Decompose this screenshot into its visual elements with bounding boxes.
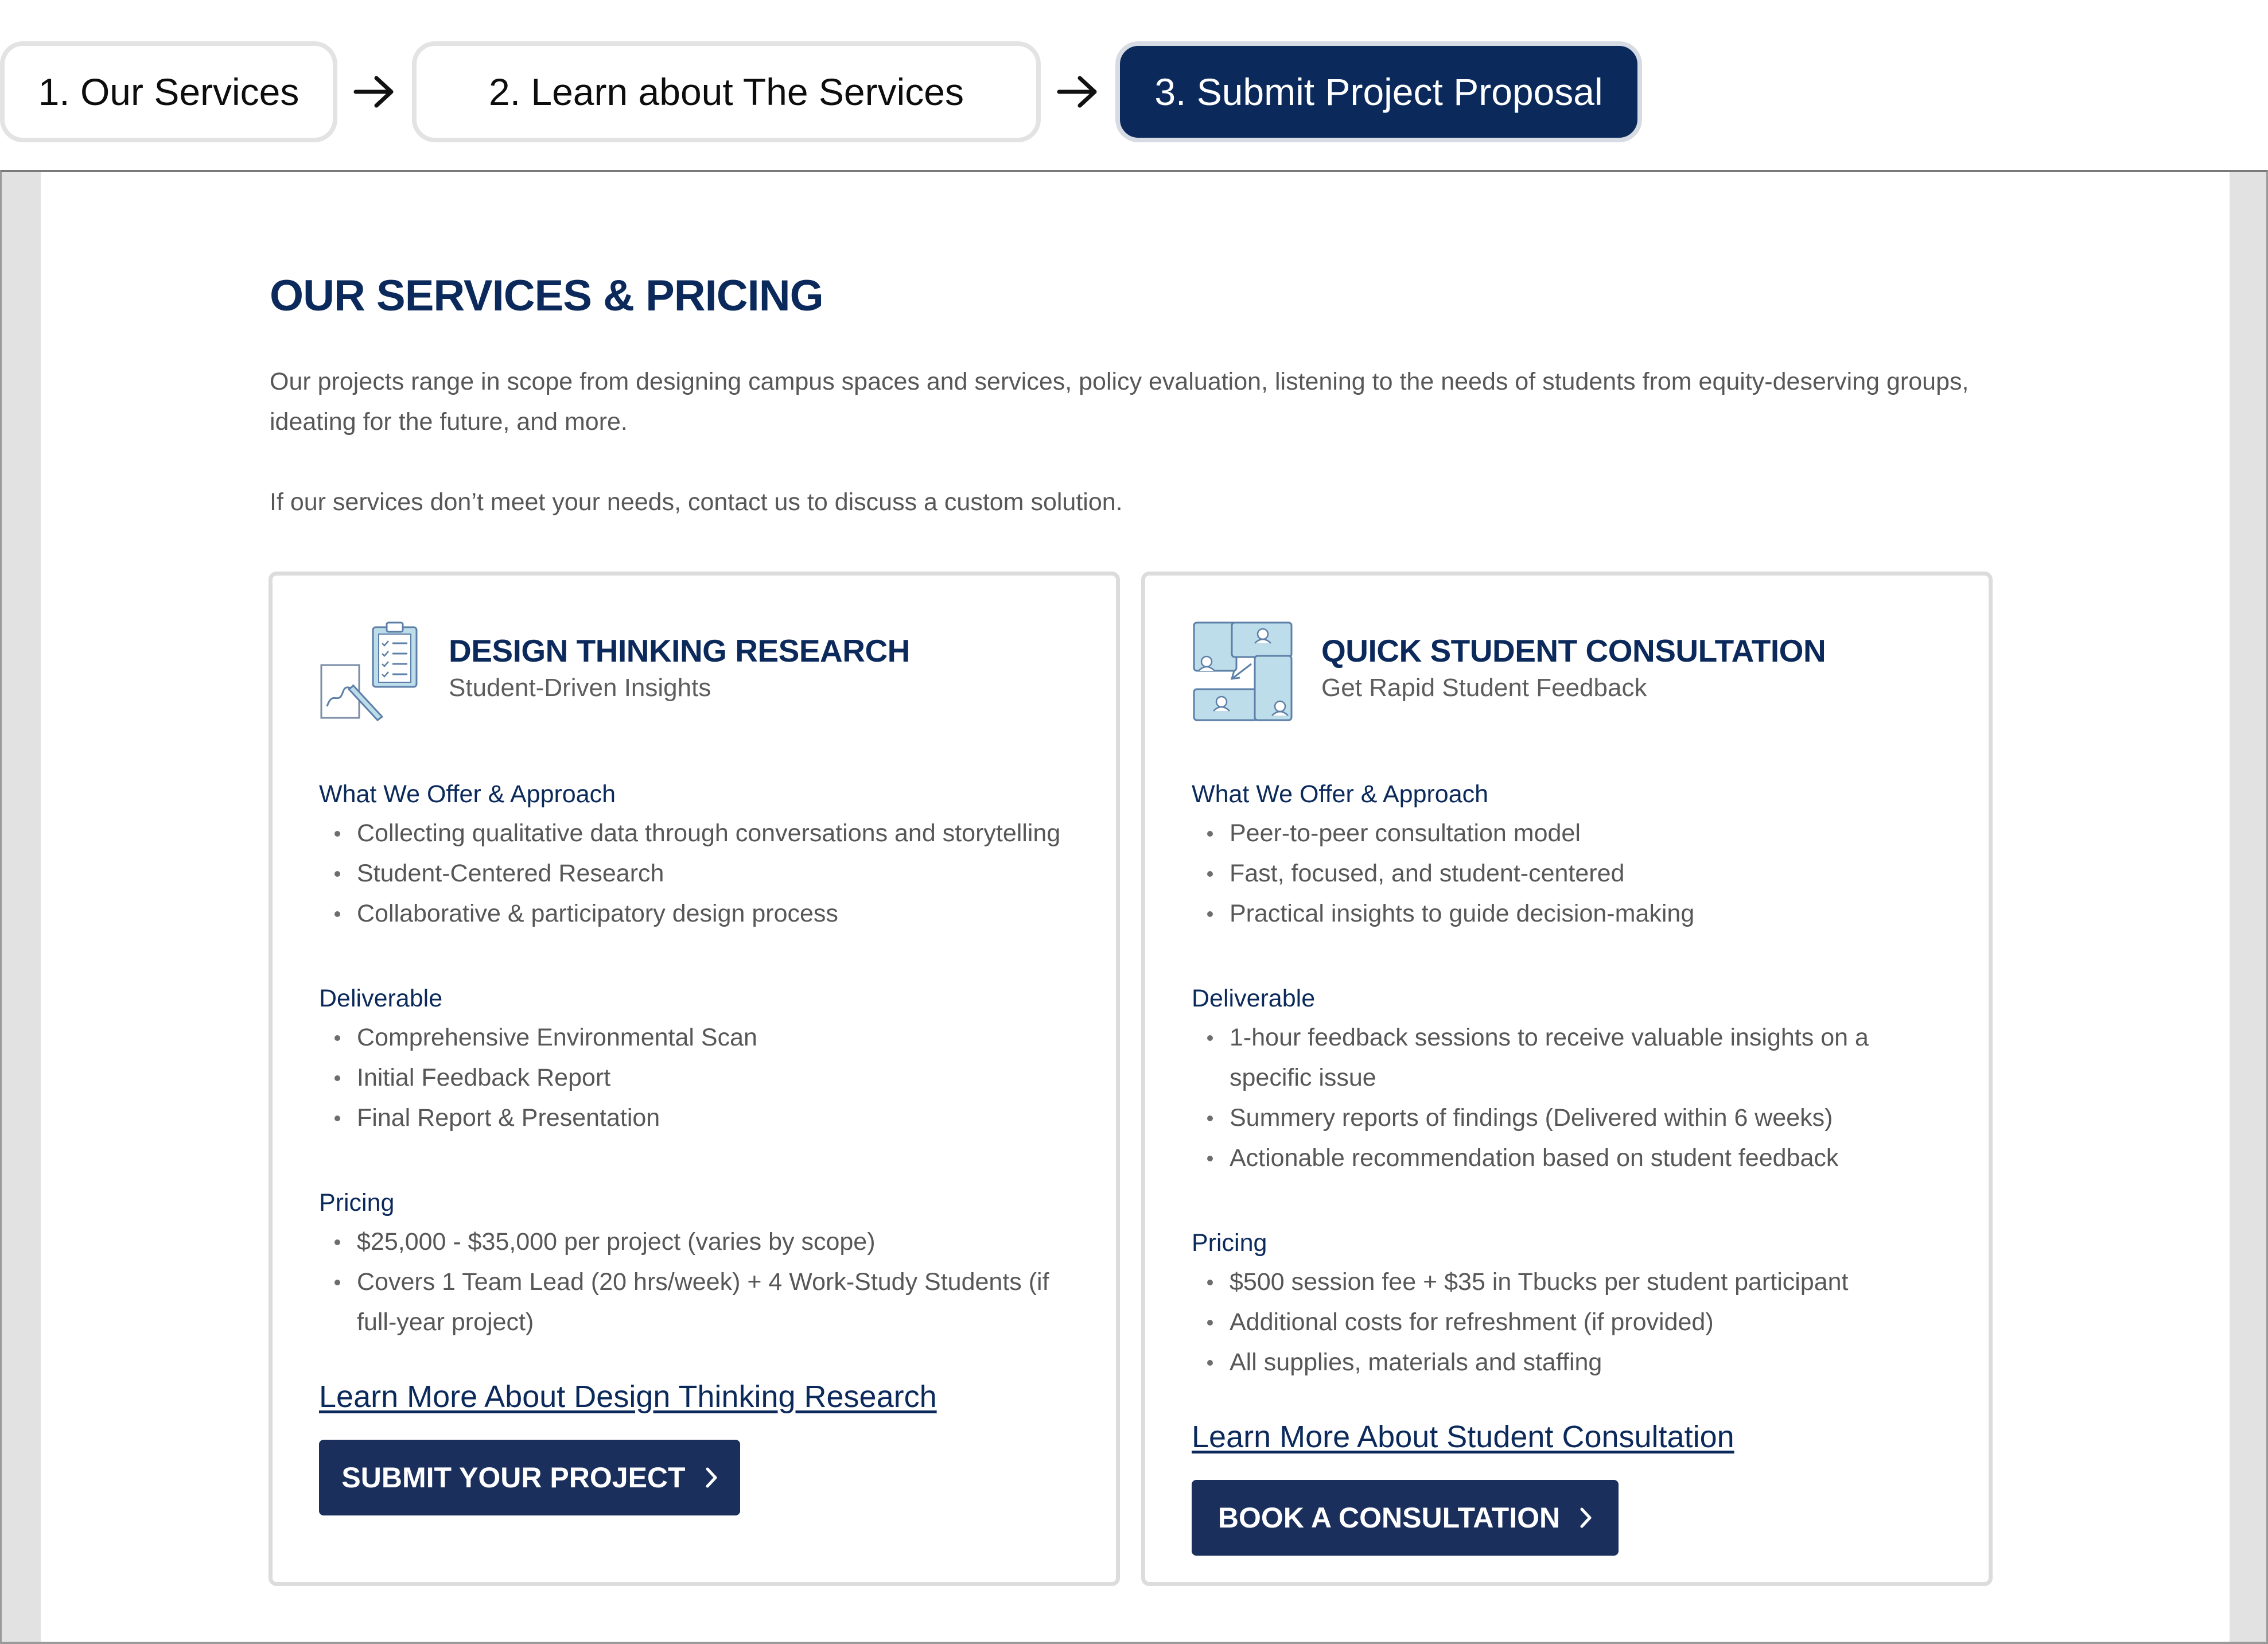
list-item: Actionable recommendation based on student feedback [1192,1138,1954,1178]
section-heading: What We Offer & Approach [319,780,616,808]
step-label: 1. Our Services [38,71,299,113]
clipboard-chart-icon [319,620,421,722]
step-label: 3. Submit Project Proposal [1154,71,1603,113]
list-item: $500 session fee + $35 in Tbucks per student participant [1192,1262,1954,1302]
learn-more-student-consultation-link[interactable]: Learn More About Student Consultation [1192,1420,1734,1454]
pricing-section [319,1184,1082,1342]
list-item: Collecting qualitative data through conversations and storytelling [319,813,1082,853]
book-a-consultation-button[interactable] [1192,1480,1619,1556]
list-item: 1-hour feedback sessions to receive valuable insights on a specific issue [1192,1017,1954,1098]
list-item: Final Report & Presentation [319,1098,1082,1138]
intro-paragraph: If our services don’t meet your needs, contact us to discuss a custom solution. [270,488,1123,516]
list-item: $25,000 - $35,000 per project (varies by scope) [319,1222,1082,1262]
list-item: Student-Centered Research [319,853,1082,893]
card-title: DESIGN THINKING RESEARCH [449,633,910,669]
submit-your-project-button[interactable] [319,1440,740,1515]
progress-stepper [0,40,1642,143]
step-learn-about-services[interactable] [412,41,1041,142]
chevron-right-icon [1580,1507,1592,1529]
offer-section [1192,775,1954,934]
section-heading: What We Offer & Approach [1192,780,1489,808]
card-subtitle: Student-Driven Insights [449,674,711,702]
list-item: Additional costs for refreshment (if provided) [1192,1302,1954,1342]
pricing-section [1192,1224,1954,1382]
step-submit-project-proposal[interactable] [1115,41,1642,142]
intro-paragraph: Our projects range in scope from designing campus spaces and services, policy evaluation, listening to the needs of students from equity-deserving groups, ideating for the future, and more. [270,368,1969,436]
service-card-design-thinking [269,572,1120,1586]
list-item: All supplies, materials and staffing [1192,1342,1954,1382]
offer-section [319,775,1082,934]
list-item: Covers 1 Team Lead (20 hrs/week) + 4 Work-Study Students (if full-year project) [319,1262,1082,1342]
card-subtitle: Get Rapid Student Feedback [1321,674,1647,702]
step-our-services[interactable] [0,41,337,142]
card-title: QUICK STUDENT CONSULTATION [1321,633,1826,669]
list-item: Collaborative & participatory design process [319,893,1082,934]
list-item: Initial Feedback Report [319,1058,1082,1098]
list-item: Peer-to-peer consultation model [1192,813,1954,853]
step-label: 2. Learn about The Services [489,71,964,113]
section-heading: Pricing [319,1189,395,1217]
page-title: OUR SERVICES & PRICING [270,271,823,320]
chevron-right-icon [705,1467,718,1488]
section-heading: Deliverable [1192,985,1316,1012]
button-label: SUBMIT YOUR PROJECT [341,1462,686,1494]
list-item: Summery reports of findings (Delivered within 6 weeks) [1192,1098,1954,1138]
section-heading: Deliverable [319,985,443,1012]
service-card-student-consultation [1141,572,1993,1586]
page-frame [0,170,2268,1644]
list-item: Practical insights to guide decision-making [1192,893,1954,934]
list-item: Comprehensive Environmental Scan [319,1017,1082,1058]
video-consultation-icon [1192,620,1294,722]
learn-more-design-thinking-link[interactable]: Learn More About Design Thinking Research [319,1379,937,1414]
list-item: Fast, focused, and student-centered [1192,853,1954,893]
page-content [41,172,2230,1642]
arrow-right-icon [337,41,412,142]
deliverable-section [1192,980,1954,1178]
button-label: BOOK A CONSULTATION [1217,1502,1561,1534]
arrow-right-icon [1041,41,1115,142]
deliverable-section [319,980,1082,1138]
section-heading: Pricing [1192,1229,1267,1257]
